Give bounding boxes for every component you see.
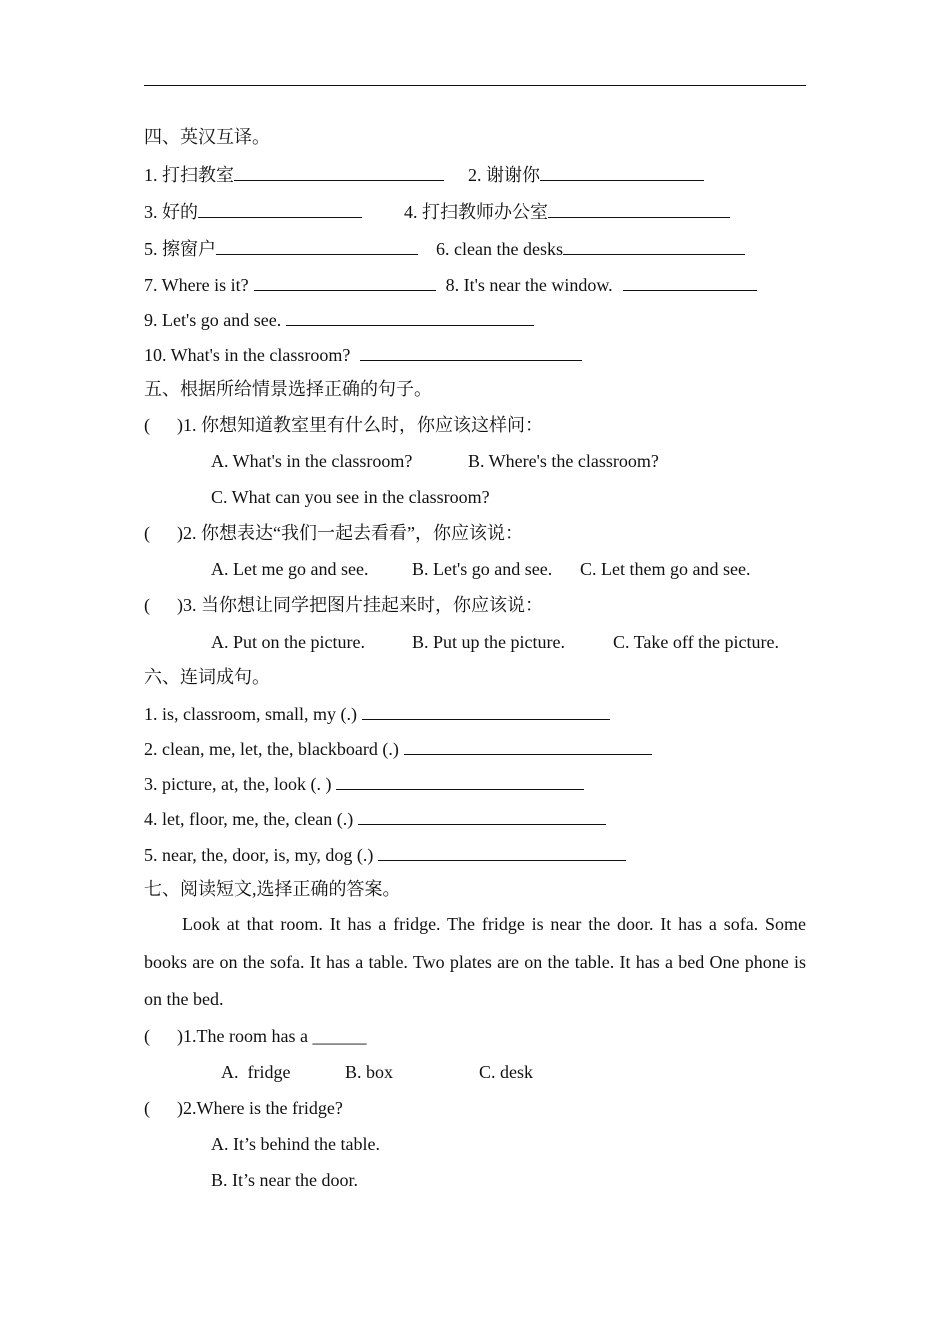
sec5-q2-option-b[interactable]: B. Let's go and see. xyxy=(412,559,553,579)
section-6-title: 六、连词成句。 xyxy=(144,667,270,687)
sec4-row-3 xyxy=(144,236,745,260)
sec6-q2: 2. clean, me, let, the, blackboard (.) xyxy=(144,739,399,759)
sec7-q1-option-a[interactable]: A. fridge xyxy=(221,1062,291,1082)
sec7-q2: ( )2.Where is the fridge? xyxy=(144,1098,343,1118)
sec4-q6: 6. clean the desks xyxy=(436,239,563,259)
sec5-q1-option-b[interactable]: B. Where's the classroom? xyxy=(468,451,659,471)
sec5-q2: ( )2. 你想表达“我们一起去看看”，你应该说： xyxy=(144,523,523,543)
sec4-q4: 4. 打扫教师办公室 xyxy=(404,202,548,222)
sec7-q2-option-a[interactable]: A. It’s behind the table. xyxy=(211,1134,380,1154)
answer-blank[interactable] xyxy=(563,236,745,255)
answer-blank[interactable] xyxy=(254,272,436,291)
answer-blank[interactable] xyxy=(362,701,610,720)
sec4-row-5 xyxy=(144,307,534,331)
sec7-q1: ( )1.The room has a ______ xyxy=(144,1026,367,1046)
answer-blank[interactable] xyxy=(404,736,652,755)
sec6-row-1 xyxy=(144,701,610,725)
sec4-row-2 xyxy=(144,199,730,223)
sec5-q3-option-c[interactable]: C. Take off the picture. xyxy=(613,632,780,652)
answer-blank[interactable] xyxy=(286,307,534,326)
sec5-q3-option-a[interactable]: A. Put on the picture. xyxy=(211,632,365,652)
sec4-q3: 3. 好的 xyxy=(144,202,198,222)
answer-blank[interactable] xyxy=(548,199,730,218)
section-5-title: 五、根据所给情景选择正确的句子。 xyxy=(144,379,432,399)
sec4-q9: 9. Let's go and see. xyxy=(144,310,282,330)
sec4-row-4 xyxy=(144,272,757,296)
answer-blank[interactable] xyxy=(623,272,757,291)
sec7-q1-option-c[interactable]: C. desk xyxy=(479,1062,533,1082)
answer-blank[interactable] xyxy=(358,806,606,825)
sec5-q3: ( )3. 当你想让同学把图片挂起来时，你应该说： xyxy=(144,595,543,615)
sec4-q8: 8. It's near the window. xyxy=(445,275,613,295)
reading-passage: Look at that room. It has a fridge. The fridge is near the door. It has a sofa. Some books are on the sofa. It has a table. Two plates are on the table. It has a bed One phone is on the bed. xyxy=(144,914,806,1009)
answer-blank[interactable] xyxy=(336,771,584,790)
sec5-q3-option-b[interactable]: B. Put up the picture. xyxy=(412,632,565,652)
sec5-q2-option-a[interactable]: A. Let me go and see. xyxy=(211,559,369,579)
answer-blank[interactable] xyxy=(216,236,418,255)
sec4-q10: 10. What's in the classroom? xyxy=(144,345,351,365)
sec6-q3: 3. picture, at, the, look (. ) xyxy=(144,774,332,794)
sec4-q1: 1. 打扫教室 xyxy=(144,165,234,185)
sec5-q1: ( )1. 你想知道教室里有什么时，你应该这样问： xyxy=(144,415,543,435)
section-4-title: 四、英汉互译。 xyxy=(144,127,270,147)
answer-blank[interactable] xyxy=(234,162,444,181)
sec6-row-4 xyxy=(144,806,606,830)
sec7-q2-option-b[interactable]: B. It’s near the door. xyxy=(211,1170,358,1190)
sec6-q1: 1. is, classroom, small, my (.) xyxy=(144,704,357,724)
sec5-q1-option-a[interactable]: A. What's in the classroom? xyxy=(211,451,413,471)
sec6-row-5 xyxy=(144,842,626,866)
sec4-q2: 2. 谢谢你 xyxy=(468,165,540,185)
sec6-q4: 4. let, floor, me, the, clean (.) xyxy=(144,809,354,829)
sec4-row-1 xyxy=(144,162,704,186)
sec4-q5: 5. 擦窗户 xyxy=(144,239,216,259)
answer-blank[interactable] xyxy=(540,162,704,181)
sec4-q7: 7. Where is it? xyxy=(144,275,249,295)
sec6-row-2 xyxy=(144,736,652,760)
sec4-row-6 xyxy=(144,342,582,366)
header-rule xyxy=(144,85,806,86)
sec5-q2-option-c[interactable]: C. Let them go and see. xyxy=(580,559,751,579)
sec5-q1-option-c[interactable]: C. What can you see in the classroom? xyxy=(211,487,490,507)
answer-blank[interactable] xyxy=(360,342,582,361)
answer-blank[interactable] xyxy=(198,199,362,218)
section-7-title: 七、阅读短文,选择正确的答案。 xyxy=(144,879,401,899)
sec6-q5: 5. near, the, door, is, my, dog (.) xyxy=(144,845,374,865)
answer-blank[interactable] xyxy=(378,842,626,861)
sec7-q1-option-b[interactable]: B. box xyxy=(345,1062,394,1082)
sec6-row-3 xyxy=(144,771,584,795)
